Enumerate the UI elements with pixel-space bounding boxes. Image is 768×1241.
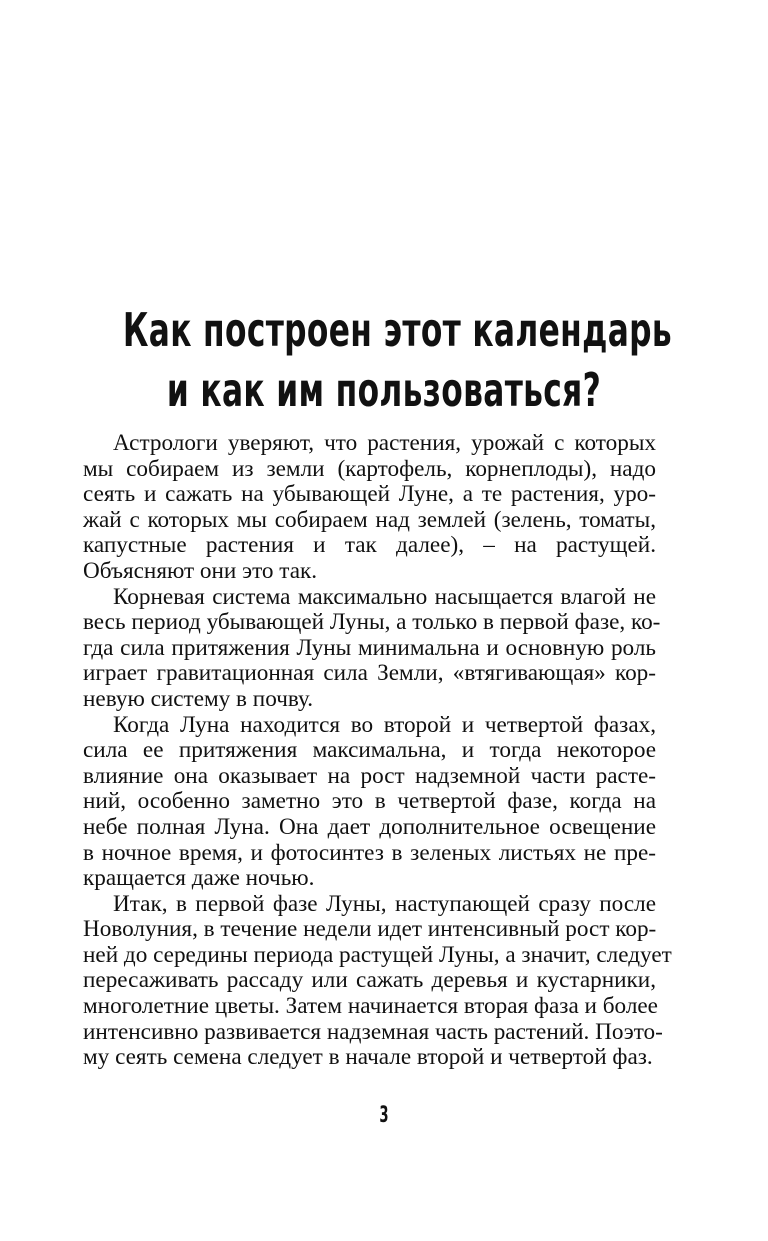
text-line: Астрологи уверяют, что растения, урожай с которых	[113, 430, 656, 456]
text-line: многолетние цветы. Затем начинается вторая фаза и более	[83, 993, 658, 1020]
paragraph-1	[83, 431, 656, 585]
text-line: сила ее притяжения максимальна, и тогда некоторое	[83, 737, 656, 764]
text-line: кращается даже ночью.	[83, 865, 315, 892]
text-line: Корневая система максимально насыщается влагой не	[113, 583, 656, 610]
text-line: в ночное время, и фотосинтез в зеленых листьях не пре-	[83, 839, 656, 866]
text-line: капустные растения и так далее), – на растущей.	[83, 532, 656, 559]
chapter-title	[122, 300, 673, 420]
paragraph-2	[83, 583, 661, 713]
paragraph-4	[83, 890, 672, 1071]
text-line: му сеять семена следует в начале второй и четвертой фаз.	[83, 1044, 653, 1071]
paragraph-3	[83, 713, 656, 892]
text-line: Новолуния, в течение недели идет интенсивный рост кор-	[83, 916, 657, 943]
text-line: пересаживать рассаду или сажать деревья и кустарники,	[83, 967, 656, 994]
text-line: сеять и сажать на убывающей Луне, а те растения, уро-	[83, 481, 656, 508]
chapter-title-line-1: Как построен этот календарь	[122, 303, 673, 357]
text-line: интенсивно развивается надземная часть растений. Поэто-	[83, 1018, 663, 1045]
text-line: Когда Луна находится во второй и четвертой фазах,	[113, 711, 656, 738]
text-line: Объясняют они это так.	[83, 557, 318, 584]
text-line: небе полная Луна. Она дает дополнительное освещение	[83, 813, 656, 840]
text-line: весь период убывающей Луны, а только в первой фазе, ко-	[83, 609, 661, 636]
body-text	[83, 430, 672, 1071]
page-number: 3	[379, 1103, 389, 1128]
text-line: жай с которых мы собираем над землей (зелень, томаты,	[83, 506, 656, 533]
text-line: ней до середины периода растущей Луны, а значит, следует	[83, 941, 672, 968]
text-line: невую систему в почву.	[83, 685, 314, 712]
chapter-title-line-2: и как им пользоваться?	[166, 363, 602, 417]
text-line: ний, особенно заметно это в четвертой фазе, когда на	[83, 788, 656, 815]
text-line: гда сила притяжения Луны минимальна и основную роль	[83, 634, 656, 661]
text-line: играет гравитационная сила Земли, «втягивающая» кор-	[83, 660, 656, 687]
text-line: влияние она оказывает на рост надземной части расте-	[83, 762, 656, 789]
text-line: мы собираем из земли (картофель, корнеплоды), надо	[83, 455, 656, 482]
text-line: Итак, в первой фазе Луны, наступающей сразу после	[113, 890, 656, 917]
